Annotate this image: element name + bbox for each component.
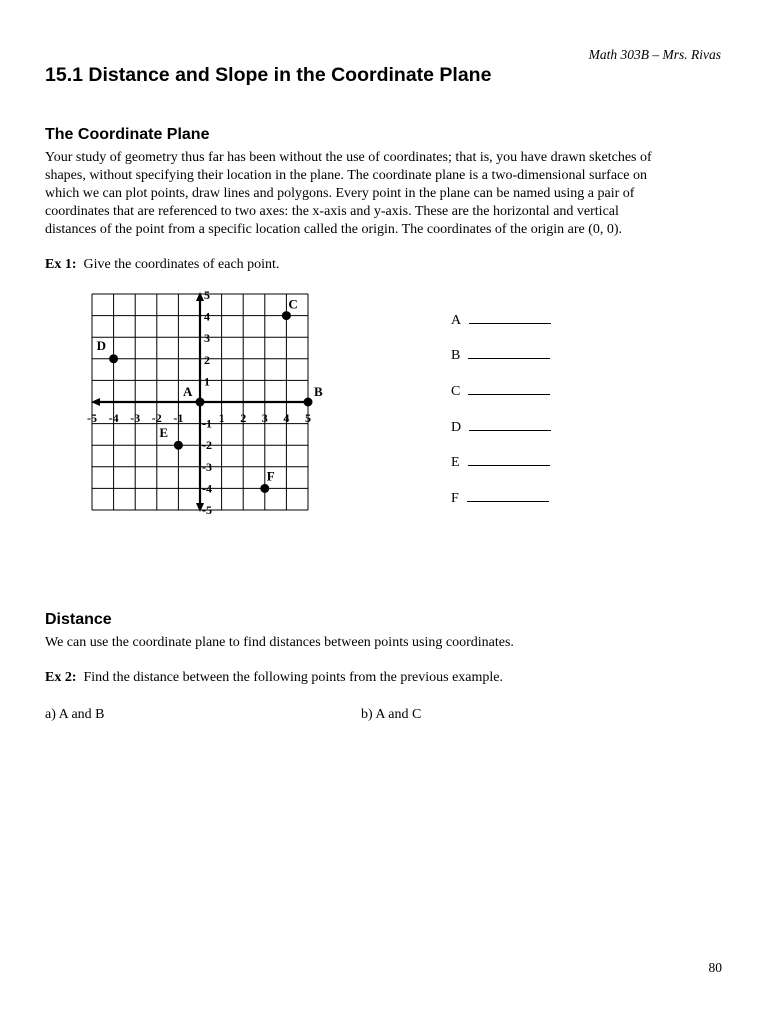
example-2-text: Find the distance between the following points from the previous example. (83, 670, 504, 685)
x-tick-label: 2 (240, 411, 247, 425)
y-tick-label: -5 (202, 503, 212, 517)
point-e (174, 441, 183, 450)
example-1-label: Ex 1: (45, 257, 77, 272)
answer-label: E (451, 455, 460, 470)
x-tick-label: -2 (151, 411, 162, 425)
answer-blank[interactable] (468, 382, 550, 395)
y-tick-label: 5 (204, 288, 210, 302)
answer-row-d (451, 418, 551, 436)
page-title: 15.1 Distance and Slope in the Coordinate Plane (45, 64, 492, 86)
point-label-f: F (266, 468, 275, 484)
answer-blank[interactable] (469, 418, 551, 431)
x-tick-label: -5 (87, 411, 97, 425)
answer-label: D (451, 420, 462, 435)
example-1-prompt (45, 257, 279, 273)
paragraph-line: shapes, without specifying their location in the plane. The coordinate plane is a two-dimensional surface on (45, 168, 647, 183)
paragraph-line: coordinates that are referenced to two axes: the x-axis and y-axis. These are the horizontal and vertical (45, 204, 619, 219)
answer-row-c (451, 382, 550, 400)
section-heading-coordinate-plane: The Coordinate Plane (45, 126, 210, 143)
answer-blank[interactable] (468, 453, 550, 466)
answer-label: B (451, 348, 461, 363)
point-label-d: D (96, 337, 106, 353)
x-tick-label: 3 (261, 411, 268, 425)
point-label-b: B (314, 384, 323, 399)
answer-blank[interactable] (469, 311, 551, 324)
paragraph-line: distances of the point from a specific location called the origin. The coordinates of the origin are (0, 0). (45, 222, 623, 237)
paragraph-line: Your study of geometry thus far has been without the use of coordinates; that is, you have drawn sketches of (45, 150, 652, 165)
example-2-part-b: b) A and C (361, 707, 422, 722)
y-axis-arrow-up (196, 292, 204, 301)
y-tick-label: 1 (204, 374, 210, 389)
distance-intro-text: We can use the coordinate plane to find distances between points using coordinates. (45, 635, 514, 650)
example-2-prompt (45, 670, 503, 686)
y-tick-label: -4 (202, 481, 212, 496)
y-tick-label: -3 (202, 459, 212, 474)
example-2-part-a: a) A and B (45, 707, 105, 722)
y-tick-label: -2 (202, 438, 212, 453)
page-number: 80 (708, 960, 722, 975)
x-tick-label: 1 (218, 411, 225, 425)
answer-row-b (451, 346, 550, 364)
y-tick-label: 4 (204, 309, 210, 324)
x-tick-label: 4 (283, 411, 290, 425)
answer-row-f (451, 489, 549, 507)
example-1-text: Give the coordinates of each point. (83, 257, 280, 272)
point-d (109, 354, 118, 363)
y-tick-label: 2 (204, 352, 210, 367)
point-a (196, 398, 205, 407)
intro-paragraph (45, 149, 735, 239)
answer-label: F (451, 491, 459, 506)
section-heading-distance: Distance (45, 611, 112, 628)
coordinate-grid (78, 282, 328, 532)
answer-label: C (451, 384, 461, 399)
answer-row-e (451, 453, 550, 471)
point-c (282, 311, 291, 320)
x-tick-label: 5 (305, 411, 311, 425)
y-tick-label: -1 (202, 416, 212, 431)
x-tick-label: -3 (130, 411, 141, 425)
answer-blank[interactable] (467, 489, 549, 502)
point-label-e: E (159, 425, 169, 441)
answer-label: A (451, 313, 462, 328)
paragraph-line: which we can plot points, draw lines and polygons. Every point in the plane can be named using a pair of (45, 186, 635, 201)
example-2-label: Ex 2: (45, 670, 77, 685)
answer-blank[interactable] (468, 346, 550, 359)
x-tick-label: -1 (173, 411, 184, 425)
point-label-c: C (288, 296, 298, 312)
x-tick-label: -4 (108, 411, 119, 425)
course-header: Math 303B – Mrs. Rivas (588, 47, 721, 62)
point-label-a: A (183, 384, 193, 399)
point-f (260, 484, 269, 493)
y-tick-label: 3 (204, 331, 210, 346)
answer-row-a (451, 311, 551, 329)
point-b (304, 398, 313, 407)
